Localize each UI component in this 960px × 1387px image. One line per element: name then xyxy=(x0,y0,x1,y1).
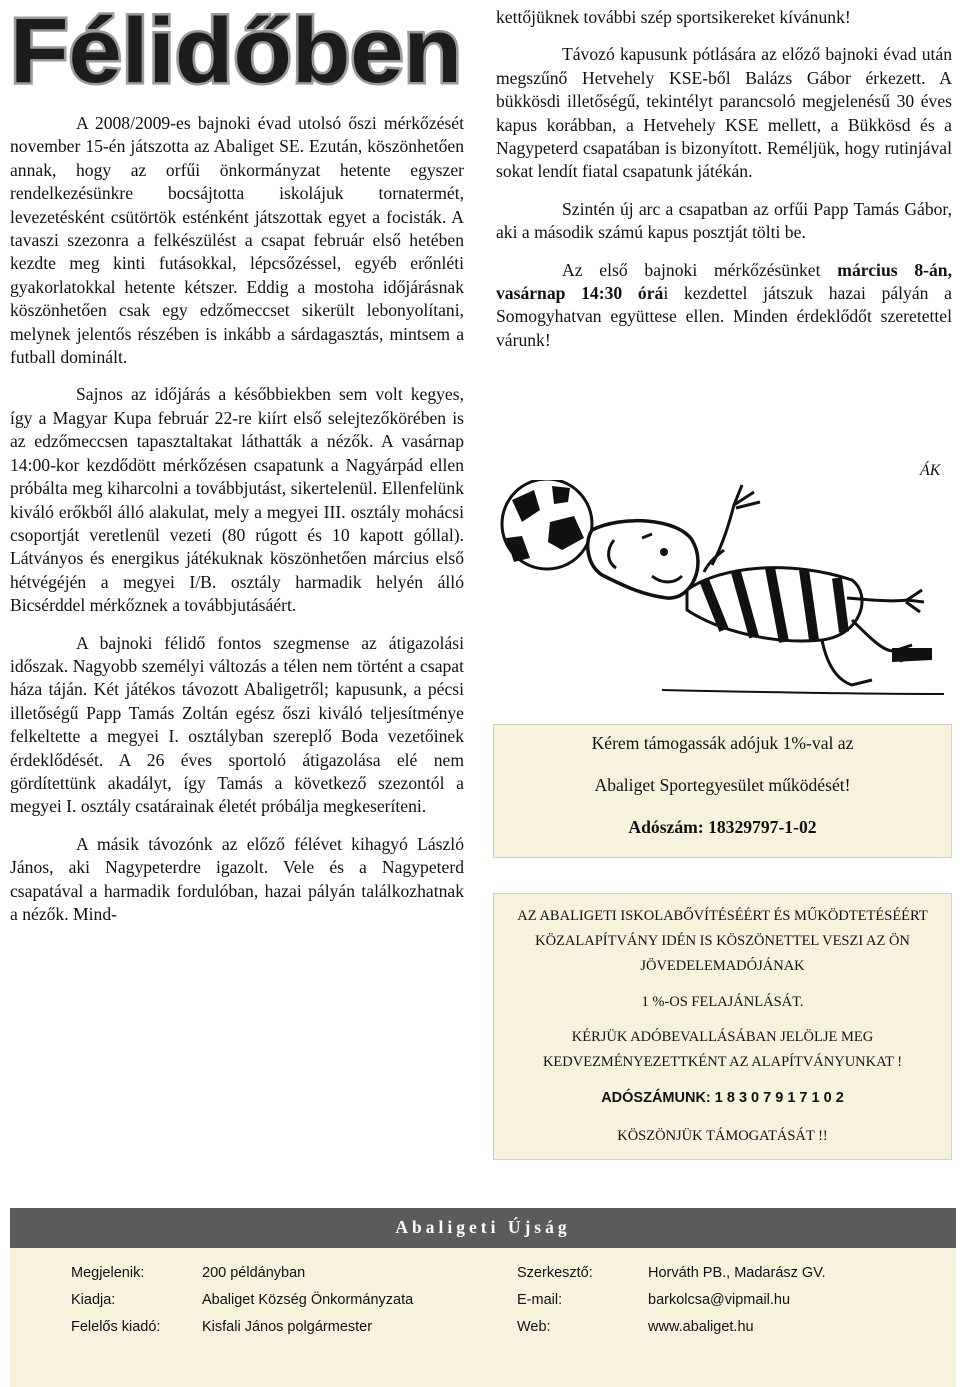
article-paragraph: Szintén új arc a csapatban az orfűi Papp Tamás Gábor, aki a második számú kapus posztját tölti be. xyxy=(496,198,952,243)
footer-title-bar xyxy=(10,1208,956,1248)
soccer-ball-icon xyxy=(502,480,592,569)
match-date: március 8-án, vasárnap 14:30 órá xyxy=(496,259,952,304)
appeal-line: Abaliget Sportegyesület működését! xyxy=(594,775,851,795)
email-link[interactable]: barkolcsa@vipmail.hu xyxy=(648,1292,791,1308)
footer-imprint xyxy=(10,1248,956,1387)
imprint-label: Kiadja: xyxy=(71,1292,116,1308)
tax-number: Adószám: 18329797-1-02 xyxy=(628,817,817,837)
author-signature: ÁK xyxy=(920,462,941,479)
match-text-b: i kezdettel játszuk hazai pályán a Somogyhatvan együttese ellen. Minden érdeklődőt szeretettel várunk! xyxy=(496,283,952,350)
appeal-text: AZ ABALIGETI ISKOLABŐVÍTÉSÉÉRT ÉS MŰKÖDTETÉSÉÉRT KÖZALAPÍTVÁNY IDÉN IS KÖSZÖNETTEL VESZI AZ ÖN JÖVEDELEMADÓJÁNAK xyxy=(517,908,928,974)
article-left-column xyxy=(10,112,464,940)
publication-title: Abaligeti Újság xyxy=(395,1217,571,1237)
headline-text: Félidőben xyxy=(10,0,463,96)
imprint-value: Horváth PB., Madarász GV. xyxy=(648,1265,826,1281)
imprint-value: Abaliget Község Önkormányzata xyxy=(202,1292,414,1308)
website-link[interactable]: www.abaliget.hu xyxy=(648,1319,754,1335)
article-paragraph-match xyxy=(496,259,952,353)
appeal-text: 1 %-OS FELAJÁNLÁSÁT. xyxy=(641,994,804,1010)
imprint-label: Szerkesztő: xyxy=(517,1265,593,1281)
match-text-a: Az első bajnoki mérkőzésünket xyxy=(562,259,838,280)
player-head xyxy=(588,521,698,598)
foundation-tax-number: ADÓSZÁMUNK: 1 8 3 0 7 9 1 7 1 0 2 xyxy=(601,1090,844,1106)
article-paragraph: Távozó kapusunk pótlására az előző bajnoki évad után megszűnő Hetvehely KSE-ből Balázs Gábor érkezett. A bükkösdi illetőségű, tekintélyt parancsoló megjelenésű 30 éves kapus korábban, a Hetvehely KSE mellett, a Bükkösd és a Nagypeterd csapatában is bizonyított. Reméljük, hogy rutinjával sokat lendít fiatal csapatunk játékán. xyxy=(496,44,952,182)
page-headline xyxy=(4,0,474,96)
football-player-cartoon xyxy=(492,480,952,705)
imprint-label: Felelős kiadó: xyxy=(71,1319,161,1335)
appeal-text: KÉRJÜK ADÓBEVALLÁSÁBAN JELÖLJE MEG KEDVEZMÉNYEZETTKÉNT AZ ALAPÍTVÁNYUNKAT ! xyxy=(542,1029,903,1070)
imprint-label: Web: xyxy=(517,1319,551,1335)
appeal-thanks: KÖSZÖNJÜK TÁMOGATÁSÁT !! xyxy=(617,1128,828,1144)
imprint-label: E-mail: xyxy=(517,1292,563,1308)
article-paragraph: A másik távozónk az előző félévet kihagyó László János, aki Nagypeterdre igazolt. Vele és a Nagypeterd csapatával a harmadik fordulóban, hazai pályán találkozhatnak a nézők. Mind- xyxy=(10,833,464,924)
foundation-tax-appeal xyxy=(493,893,952,1160)
appeal-line: Kérem támogassák adójuk 1%-val az xyxy=(591,733,854,753)
striped-shirt xyxy=(687,568,862,642)
imprint-value: 200 példányban xyxy=(202,1265,306,1281)
article-paragraph: kettőjüknek további szép sportsikereket kívánunk! xyxy=(496,7,851,27)
article-paragraph: A bajnoki félidő fontos szegmense az átigazolási időszak. Nagyobb személyi változás a télen nem történt a csapat háza táján. Két játékos távozott Abaligetről; kapusunk, a pécsi illetőségű Papp Tamás Zoltán egész őszi kiváló teljesítménye felkeltette a megyei I. osztályban szereplő Boda vezetőinek érdeklődését. A 26 éves sportoló átigazolása elé nem gördítettünk akadályt, így Tamás a következő szezontól a megyei I. osztály csatárainak életét próbálja megkeseríteni. xyxy=(10,632,464,817)
article-paragraph: A 2008/2009-es bajnoki évad utolsó őszi mérkőzését november 15-én játszotta az Abaliget SE. Ezután, köszönhetően annak, hogy az orfűi önkormányzat hetente egyszer rendelkezésünkre bocsájtotta iskolájuk tornatermét, levezetésként csütörtök esténként játszottak egyet a focisták. A tavaszi szezonra a felkészülést a csapat február első hetében kezdte meg kinti futásokkal, lépcsőzéssel, egyéb erőnléti gyakorlatokkal hetente kétszer. Eddig a mostoha időjárásnak köszönhetően csak egy edzőmeccset sikerült lebonyolítani, melynek jelentős részében is inkább a sárdagasztás, mintsem a futball dominált. xyxy=(10,113,464,368)
sports-club-tax-appeal xyxy=(493,724,952,858)
article-paragraph: Sajnos az időjárás a későbbiekben sem volt kegyes, így a Magyar Kupa február 22-re kiírt első selejtezőkörében is az edzőmeccsen tapasztaltakat láthatták a nézők. A vasárnap 14:00-kor kezdődött mérkőzésen csapatunk a Nagyárpád ellen próbálta meg kiharcolni a továbbjutást, sikertelenül. Ellenfelünk kiváló erőkből álló alakulat, mely a megyei III. osztály mohácsi csoportját veretlenül vezeti (80 rúgott és 10 kapott góllal). Látványos és energikus játékuknak köszönhetően március első hétvégéjén a megyei I/B. osztály harmadik helyén álló Bicsérddel mérkőznek a továbbjutásáért. xyxy=(10,384,464,616)
article-right-column xyxy=(496,6,952,366)
imprint-value: Kisfali János polgármester xyxy=(202,1319,373,1335)
imprint-label: Megjelenik: xyxy=(71,1265,145,1281)
